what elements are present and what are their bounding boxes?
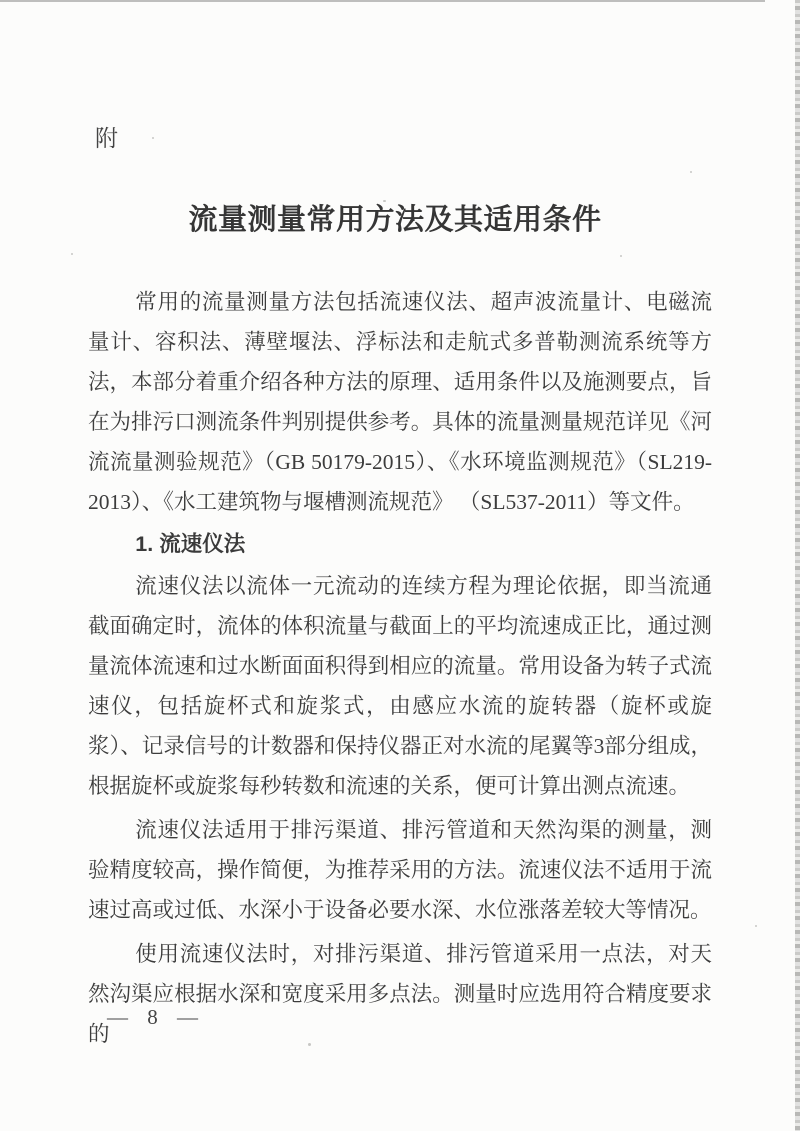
document-body xyxy=(88,282,712,1054)
scan-speckle xyxy=(71,253,73,255)
scan-speckle xyxy=(152,137,154,139)
page-number: — 8 — xyxy=(107,1005,205,1029)
paragraph-usage-points: 使用流速仪法时，对排污渠道、排污管道采用一点法，对天然沟渠应根据水深和宽度采用多点法。测量时应选用符合精度要求的 xyxy=(88,942,712,1046)
document-title: 流量测量常用方法及其适用条件 xyxy=(188,204,602,236)
paragraph-applicability: 流速仪法适用于排污渠道、排污管道和天然沟渠的测量，测验精度较高，操作简便，为推荐采用的方法。流速仪法不适用于流速过高或过低、水深小于设备必要水深、水位涨落差较大等情况。 xyxy=(88,818,712,922)
paragraph-principle: 流速仪法以流体一元流动的连续方程为理论依据，即当流通截面确定时，流体的体积流量与截面上的平均流速成正比，通过测量流体流速和过水断面面积得到相应的流量。常用设备为转子式流速仪，包括旋杯式和旋浆式，由感应水流的旋转器（旋杯或旋浆）、记录信号的计数器和保持仪器正对水流的尾翼等3部分组成，根据旋杯或旋浆每秒转数和流速的关系，便可计算出测点流速。 xyxy=(88,574,712,798)
section-heading-velocity-meter-method: 1. 流速仪法 xyxy=(135,532,246,556)
scan-speckle xyxy=(690,171,692,173)
scan-artifact-right-edge xyxy=(795,0,800,1131)
scan-speckle xyxy=(755,925,757,927)
appendix-label: 附 xyxy=(95,126,118,151)
scan-artifact-top-edge xyxy=(0,0,765,2)
paragraph-methods-overview: 常用的流量测量方法包括流速仪法、超声波流量计、电磁流量计、容积法、薄壁堰法、浮标法和走航式多普勒测流系统等方法，本部分着重介绍各种方法的原理、适用条件以及施测要点，旨在为排污口测流条件判别提供参考。具体的流量测量规范详见《河流流量测验规范》（GB 50179-2015）、《水环境监测规范》（SL219-2013）、《水工建筑物与堰槽测流规范》 （SL537-2011）等文件。 xyxy=(88,290,712,514)
scan-speckle xyxy=(620,255,622,257)
